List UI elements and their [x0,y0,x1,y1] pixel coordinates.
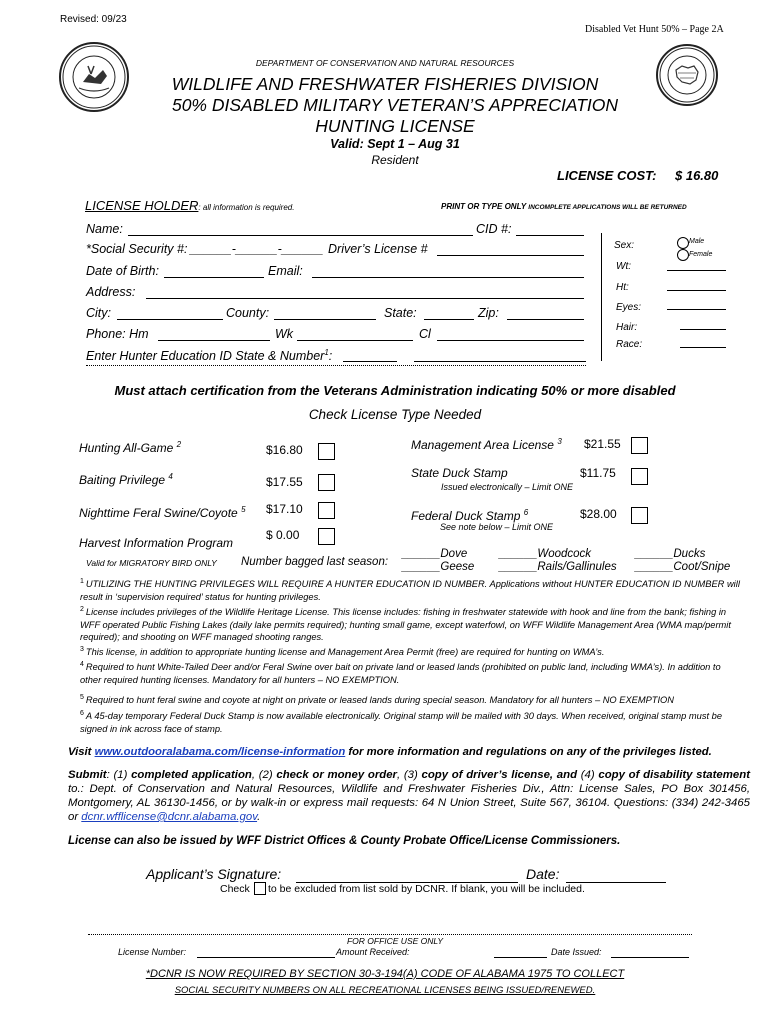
hunter-ed-sup: 1 [324,348,329,357]
footnote-6-text: A 45-day temporary Federal Duck Stamp is now available electronically. Original stamp will be mailed with 30 days. When received, original stamp must be signed in ink across face of stamp. [80,711,722,734]
hunting-all-game-checkbox[interactable] [318,443,335,460]
submit-label: Submit [68,769,107,781]
submit-email-link[interactable]: dcnr.wfflicense@dcnr.alabama.gov [81,811,258,823]
email-label: Email: [268,264,303,278]
drivers-license-field[interactable] [437,255,584,256]
federal-duck-label [411,508,528,523]
number-bagged-label: Number bagged last season: [241,556,389,568]
address-label: Address: [86,285,136,299]
bird-coot[interactable]: ______Coot/Snipe [635,561,731,573]
weight-label: Wt: [616,261,631,272]
name-field[interactable] [128,235,473,236]
weight-field[interactable] [667,270,726,271]
physical-panel-divider [601,233,602,361]
office-divider [88,934,692,935]
visit-prefix: Visit [68,746,95,758]
valid-dates: Valid: Sept 1 – Aug 31 [330,137,460,151]
revised-date: Revised: 09/23 [60,14,127,25]
female-radio[interactable] [677,249,689,261]
hunter-ed-label [86,348,332,363]
bird-rails[interactable]: ______Rails/Gallinules [499,561,617,573]
submit-p7: (4) [577,769,599,781]
title-veteran: 50% DISABLED MILITARY VETERAN’S APPRECIATION [171,95,619,115]
exclude-note: to be excluded from list sold by DCNR. If blank, you will be included. [268,883,585,895]
federal-duck-checkbox[interactable] [631,507,648,524]
license-holder-title: LICENSE HOLDER [85,198,199,213]
hunting-all-game-price: $16.80 [266,443,303,457]
resident-label: Resident [371,153,419,167]
hip-valid-note: Valid for MIGRATORY BIRD ONLY [86,558,217,568]
amount-received-field[interactable] [494,957,547,958]
drivers-license-label: Driver’s License # [328,242,428,256]
federal-duck-note: See note below – Limit ONE [440,522,554,532]
hip-price: $ 0.00 [266,528,300,542]
date-issued-field[interactable] [611,957,689,958]
submit-p1: : (1) [106,769,132,781]
eyes-field[interactable] [667,309,726,310]
phone-hm-label: Phone: Hm [86,327,149,341]
hair-field[interactable] [680,329,726,330]
department-name: DEPARTMENT OF CONSERVATION AND NATURAL RESOURCES [255,58,515,68]
state-duck-checkbox[interactable] [631,468,648,485]
ssn-label: *Social Security #: [86,242,188,256]
height-field[interactable] [667,290,726,291]
footnote-6 [80,708,740,735]
hunting-all-game-label [79,440,181,455]
title-license: HUNTING LICENSE [315,116,475,136]
email-field[interactable] [312,277,584,278]
submit-disability-statement: copy of disability statement [598,769,750,781]
office-use-label: FOR OFFICE USE ONLY [346,936,444,946]
footnote-1-num: 1 [80,578,84,585]
hunter-ed-colon: : [328,349,333,364]
submit-address: to.: Dept. of Conservation and Natural Resources, Wildlife and Freshwater Fisheries Div., Attn: License Sales, PO Box 301456, Montgomery, AL 36130-1456, or by walk-in or express mail requests: 64 N Union Street, Suite 567, 36104. Questions: (334) 242-3465 or [68,783,750,823]
signature-date-label: Date: [526,866,560,882]
cid-label: CID #: [476,222,512,236]
baiting-privilege-checkbox[interactable] [318,474,335,491]
address-field[interactable] [146,298,584,299]
hunting-all-game-sup: 2 [176,440,182,449]
submit-check-money-order: check or money order [276,769,397,781]
license-number-field[interactable] [197,957,335,958]
issued-by-note: License can also be issued by WFF District Offices & County Probate Office/License Commissioners. [68,835,621,847]
bird-woodcock[interactable]: ______Woodcock [499,548,592,560]
nighttime-swine-text: Nighttime Feral Swine/Coyote [79,506,238,520]
title-division: WILDLIFE AND FRESHWATER FISHERIES DIVISION [171,74,599,94]
zip-field[interactable] [507,319,584,320]
submit-p5: , (3) [397,769,422,781]
race-label: Race: [616,339,643,350]
exclude-checkbox[interactable] [254,882,266,895]
hunter-ed-number-field[interactable] [414,361,586,362]
footnote-1-text: UTILIZING THE HUNTING PRIVILEGES WILL REQUIRE A HUNTER EDUCATION ID NUMBER. Applications without HUNTER EDUCATION ID NUMBER will result in ‘supervision required’ status for hunting privileges. [80,579,740,602]
county-field[interactable] [274,319,376,320]
footnote-4-num: 4 [80,661,84,668]
dob-field[interactable] [164,277,264,278]
management-area-sup: 3 [557,437,562,446]
print-note-main: PRINT OR TYPE ONLY [441,202,527,211]
hunter-ed-text: Enter Hunter Education ID State & Number [86,349,325,364]
footnote-3-num: 3 [80,646,84,653]
hip-checkbox[interactable] [318,528,335,545]
print-note [441,202,687,211]
baiting-privilege-price: $17.55 [266,475,303,489]
bird-dove[interactable]: ______Dove [402,548,468,560]
male-radio[interactable] [677,237,689,249]
license-cost-value: $ 16.80 [675,168,719,183]
license-holder-heading [85,198,294,213]
footnote-2-text: License includes privileges of the Wildlife Heritage License. This license includes: fishing in freshwater statewide with hook and line from the bank; fishing in WFF operated Public Fishing Lakes (daily lake permits required); hunting small game, except waterfowl, on WFF Wildlife Management Area (WMA map/permit required); and shooting on WFF managed shooting ranges. [80,607,731,643]
visit-suffix: for more information and regulations on any of the privileges listed. [345,746,712,758]
female-label: Female [689,251,713,258]
city-label: City: [86,306,111,320]
footnote-2-num: 2 [80,606,84,613]
footnote-3 [80,644,740,659]
male-label: Male [689,238,705,245]
date-issued-label: Date Issued: [551,947,602,957]
check-license-type: Check License Type Needed [308,407,482,422]
state-duck-label: State Duck Stamp [411,466,508,480]
footnote-6-num: 6 [80,710,84,717]
license-cost-label: LICENSE COST: [557,168,657,183]
phone-wk-field[interactable] [297,340,413,341]
hunter-ed-state-field[interactable] [343,361,397,362]
baiting-privilege-text: Baiting Privilege [79,473,166,487]
footnote-4-text: Required to hunt White-Tailed Deer and/or Feral Swine over bait on private land or leased lands (prohibited on public land, including WMA’s). In addition to other required hunting licenses. Mandatory for all hunters – NO EXEMPTION. [80,662,721,685]
hair-label: Hair: [616,322,638,333]
must-attach-notice: Must attach certification from the Veterans Administration indicating 50% or more disabled [114,383,676,398]
dcnr-note-line1: *DCNR IS NOW REQUIRED BY SECTION 30-3-194(A) CODE OF ALABAMA 1975 TO COLLECT [145,968,625,980]
baiting-privilege-sup: 4 [168,472,173,481]
ssn-field[interactable]: ______-______-______ [190,242,324,256]
footnote-4 [80,659,740,686]
name-label: Name: [86,222,123,236]
state-label: State: [384,306,417,320]
submit-p3: , (2) [251,769,277,781]
footnote-5-num: 5 [80,694,84,701]
dob-label: Date of Birth: [86,264,159,278]
federal-duck-price: $28.00 [580,507,617,521]
check-label: Check [220,883,250,895]
visit-line [68,746,712,758]
footnote-1 [80,576,740,603]
state-duck-price: $11.75 [580,466,616,480]
nighttime-swine-sup: 5 [241,505,246,514]
submit-period: . [257,811,261,823]
submit-instructions [68,768,750,824]
nighttime-swine-price: $17.10 [266,502,303,516]
nighttime-swine-checkbox[interactable] [318,502,335,519]
applicant-signature-label: Applicant’s Signature: [146,866,282,882]
management-area-text: Management Area License [411,438,554,452]
federal-duck-text: Federal Duck Stamp [411,509,521,523]
zip-label: Zip: [478,306,499,320]
management-area-label [411,437,562,452]
county-label: County: [226,306,270,320]
footnote-5 [80,692,740,707]
state-duck-note: Issued electronically – Limit ONE [441,482,574,492]
phone-hm-field[interactable] [158,340,270,341]
footnote-5-text: Required to hunt feral swine and coyote at night on private or leased lands during special season. Mandatory for all hunters – NO EXEMPTION [85,695,674,706]
phone-wk-label: Wk [275,327,294,341]
visit-link[interactable]: www.outdooralabama.com/license-information [94,746,346,758]
nighttime-swine-label [79,505,246,520]
footnote-3-text: This license, in addition to appropriate hunting license and Management Area Permit (free) are required for hunting on WMA’s. [85,647,605,658]
baiting-privilege-label [79,472,173,487]
hunting-all-game-text: Hunting All-Game [79,441,174,455]
management-area-price: $21.55 [584,437,621,451]
state-field[interactable] [424,319,474,320]
phone-cl-field[interactable] [437,340,584,341]
submit-drivers-license: copy of driver’s license, and [421,769,578,781]
holder-divider [86,365,586,366]
city-field[interactable] [117,319,223,320]
page-label: Disabled Vet Hunt 50% – Page 2A [585,24,724,35]
federal-duck-sup: 6 [523,508,529,517]
cid-field[interactable] [516,235,584,236]
eyes-label: Eyes: [616,302,642,313]
bird-geese[interactable]: ______Geese [402,561,475,573]
submit-completed-application: completed application [131,769,252,781]
license-holder-note: : all information is required. [198,203,295,212]
management-area-checkbox[interactable] [631,437,648,454]
print-note-small: INCOMPLETE APPLICATIONS WILL BE RETURNED [528,204,687,211]
amount-received-label: Amount Received: [336,947,410,957]
sex-label: Sex: [614,240,635,251]
phone-cl-label: Cl [419,327,431,341]
hip-label: Harvest Information Program [79,536,234,550]
bird-ducks[interactable]: ______Ducks [635,548,706,560]
race-field[interactable] [680,347,726,348]
dcnr-note-line2: SOCIAL SECURITY NUMBERS ON ALL RECREATIONAL LICENSES BEING ISSUED/RENEWED. [174,985,596,996]
footnote-2 [80,604,740,644]
license-number-label: License Number: [118,947,187,957]
height-label: Ht: [616,282,629,293]
